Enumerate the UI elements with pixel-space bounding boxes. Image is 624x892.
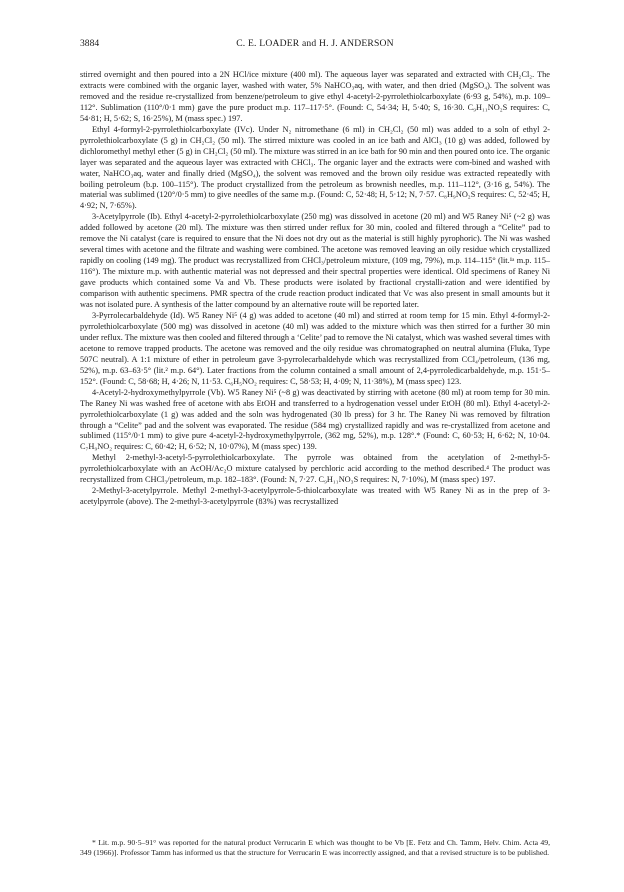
paragraph-7: 2-Methyl-3-acetylpyrrole. Methyl 2-methyl-3-acetylpyrrole-5-thiolcarboxylate was treated with W5 Raney Ni as in the prep of 3-acetylpyrrole (above). The 2-methyl-3-acetylpyrrole (83%) was recrystallized: [80, 486, 550, 507]
paragraph-1: stirred overnight and then poured into a 2N HCl/ice mixture (400 ml). The aqueous layer was separated and extracted with CH₂Cl₂. The extracts were combined with the organic layer, washed with water, 5% NaHCO₃aq, with water, and then dried (MgSO₄). The solvent was removed and the residue re-crystallized from benzene/petroleum to give ethyl 4-acetyl-2-pyrrolethiolcarboxylate (6·93 g, 54%), m.p. 109–112°. Sublimation (110°/0·1 mm) gave the pure product m.p. 117–117·5°. (Found: C, 54·34; H, 5·40; S, 16·30. C₉H₁₁NO₂S requires: C, 54·81; H, 5·62; S, 16·25%), M (mass spec.) 197.: [80, 70, 550, 123]
body-text: [80, 70, 550, 508]
footnote: [80, 838, 550, 858]
paragraph-3: 3-Acetylpyrrole (Ib). Ethyl 4-acetyl-2-pyrrolethiolcarboxylate (250 mg) was dissolved in acetone (20 ml) and W5 Raney Ni⁵ (~2 g) was added followed by acetone (20 ml). The mixture was then stirred under reflux for 30 min, cooled and filtered through a “Celite” pad to remove the Ni catalyst (care is required to ensure that the Ni does not dry out as the material is still highly pyrophoric). The Ni was washed several times with acetone and the filtrate and washing were combined. The acetone was removed leaving an oily residue which crystallized rapidly on cooling (149 mg). The product was recrystallized from CHCl₃/petroleum mixture, (109 mg, 79%), m.p. 114–115° (lit.¹ᵃ m.p. 115–116°). The mixture m.p. with authentic material was not depressed and their spectral properties were identical. Old specimens of Raney Ni gave products which contained some Va and Vb. These products were isolated by fractional crystalli-zation and were identified by comparison with authentic specimens. PMR spectra of the crude reaction product indicated that Vc was also present in small amounts but it was not isolated pure. A synthesis of the latter compound by an alternative route will be reported later.: [80, 212, 550, 310]
paragraph-2: Ethyl 4-formyl-2-pyrrolethiolcarboxylate (IVc). Under N₂ nitromethane (6 ml) in CH₂Cl₂ (50 ml) was added to a soln of ethyl 2-pyrrolethiolcarboxylate (5 g) in CH₂Cl₂ (50 ml). The stirred mixture was cooled in an ice bath and AlCl₃ (10 g) was added, followed by dichloromethyl methyl ether (5 g) in CH₂Cl₂ (50 ml). The mixture was stirred in an ice bath for 90 min and then poured onto ice. The organic layer was separated and the aqueous layer was extracted with CHCl₃. The organic layer and the extracts were com-bined and washed with water, NaHCO₃aq, water and finally dried (MgSO₄), the solvent was removed and the brown oily residue was extracted repeatedly with boiling petroleum (b.p. 100–115°). The product crystallized from the petroleum as brownish needles, m.p. 111–112°, (3·16 g, 54%). The material was sublimed (120°/0·5 mm) to give needles of the same m.p. (Found: C, 52·48; H, 5·12; N, 7·57. C₈H₉NO₂S requires: C, 52·45; H, 4·92; N, 7·65%).: [80, 124, 550, 211]
paragraph-5: 4-Acetyl-2-hydroxymethylpyrrole (Vb). W5 Raney Ni⁵ (~8 g) was deactivated by stirring with acetone (80 ml) at room temp for 30 min. The Raney Ni was washed free of acetone with abs EtOH and transferred to a hydrogenation vessel under EtOH (80 ml). Ethyl 4-acetyl-2-pyrrolethiolcarboxylate (1 g) was added and the soln was hydrogenated (30 lb press) for 3 hr. The Raney Ni was removed by filtration through a “Celite” pad and the solvent was evaporated. The residue (584 mg) crystallized rapidly and was re-crystallized from acetone and sublimed (115°/0·1 mm) to give pure 4-acetyl-2-hydroxymethylpyrrole, (362 mg, 52%), m.p. 128°.* (Found: C, 60·53; H, 6·62; N, 10·04. C₇H₉NO₂ requires: C, 60·42; H, 6·52; N, 10·07%), M (mass spec) 139.: [80, 387, 550, 452]
footnote-text: * Lit. m.p. 90·5–91° was reported for the natural product Verrucarin E which was thought to be Vb [E. Fetz and Ch. Tamm, Helv. Chim. Acta 49, 349 (1966)]. Professor Tamm has informed us that the structure for Verrucarin E was incorrectly assigned, and that a revised structure is to be published.: [80, 838, 550, 858]
running-title: C. E. LOADER and H. J. ANDERSON: [236, 38, 394, 49]
page-header: [80, 38, 550, 52]
page-number: 3884: [80, 38, 100, 49]
paragraph-6: Methyl 2-methyl-3-acetyl-5-pyrrolethiolcarboxylate. The pyrrole was obtained from the acetylation of 2-methyl-5-pyrrolethiolcarboxylate with an AcOH/Ac₂O mixture catalysed by perchloric acid according to the method described.⁴ The product was recrystallized from CHCl₃/petroleum, m.p. 182–183°. (Found: N, 7·27. C₉H₁₁NO₃S requires: N, 7·10%), M (mass spec) 197.: [80, 453, 550, 485]
paragraph-4: 3-Pyrrolecarbaldehyde (Id). W5 Raney Ni⁵ (4 g) was added to acetone (40 ml) and stirred at room temp for 15 min. Ethyl 4-formyl-2-pyrrolethiolcarboxylate (500 mg) was dissolved in acetone (40 ml) was added to the mixture which was then stirred for a further 30 min under reflux. The mixture was then cooled and filtered through a ‘Celite’ pad to remove the Ni catalyst, which was washed several times with acetone to remove trapped products. The acetone was removed and the oily residue was chromatographed on neutral alumina (Fluka, Type 507C neutral). A 1:1 mixture of ether in petroleum gave 3-pyrrolecarbaldehyde which was recrystallized from CCl₄/petroleum, (136 mg, 52%), m.p. 63–63·5° (lit.² m.p. 64°). Later fractions from the column contained a small amount of 2,4-pyrroledicarbaldehyde, m.p. 151·5–152°. (Found: C, 58·68; H, 4·26; N, 11·53. C₆H₅NO₂ requires: C, 58·53; H, 4·09; N, 11·38%), M (mass spec) 123.: [80, 310, 550, 386]
